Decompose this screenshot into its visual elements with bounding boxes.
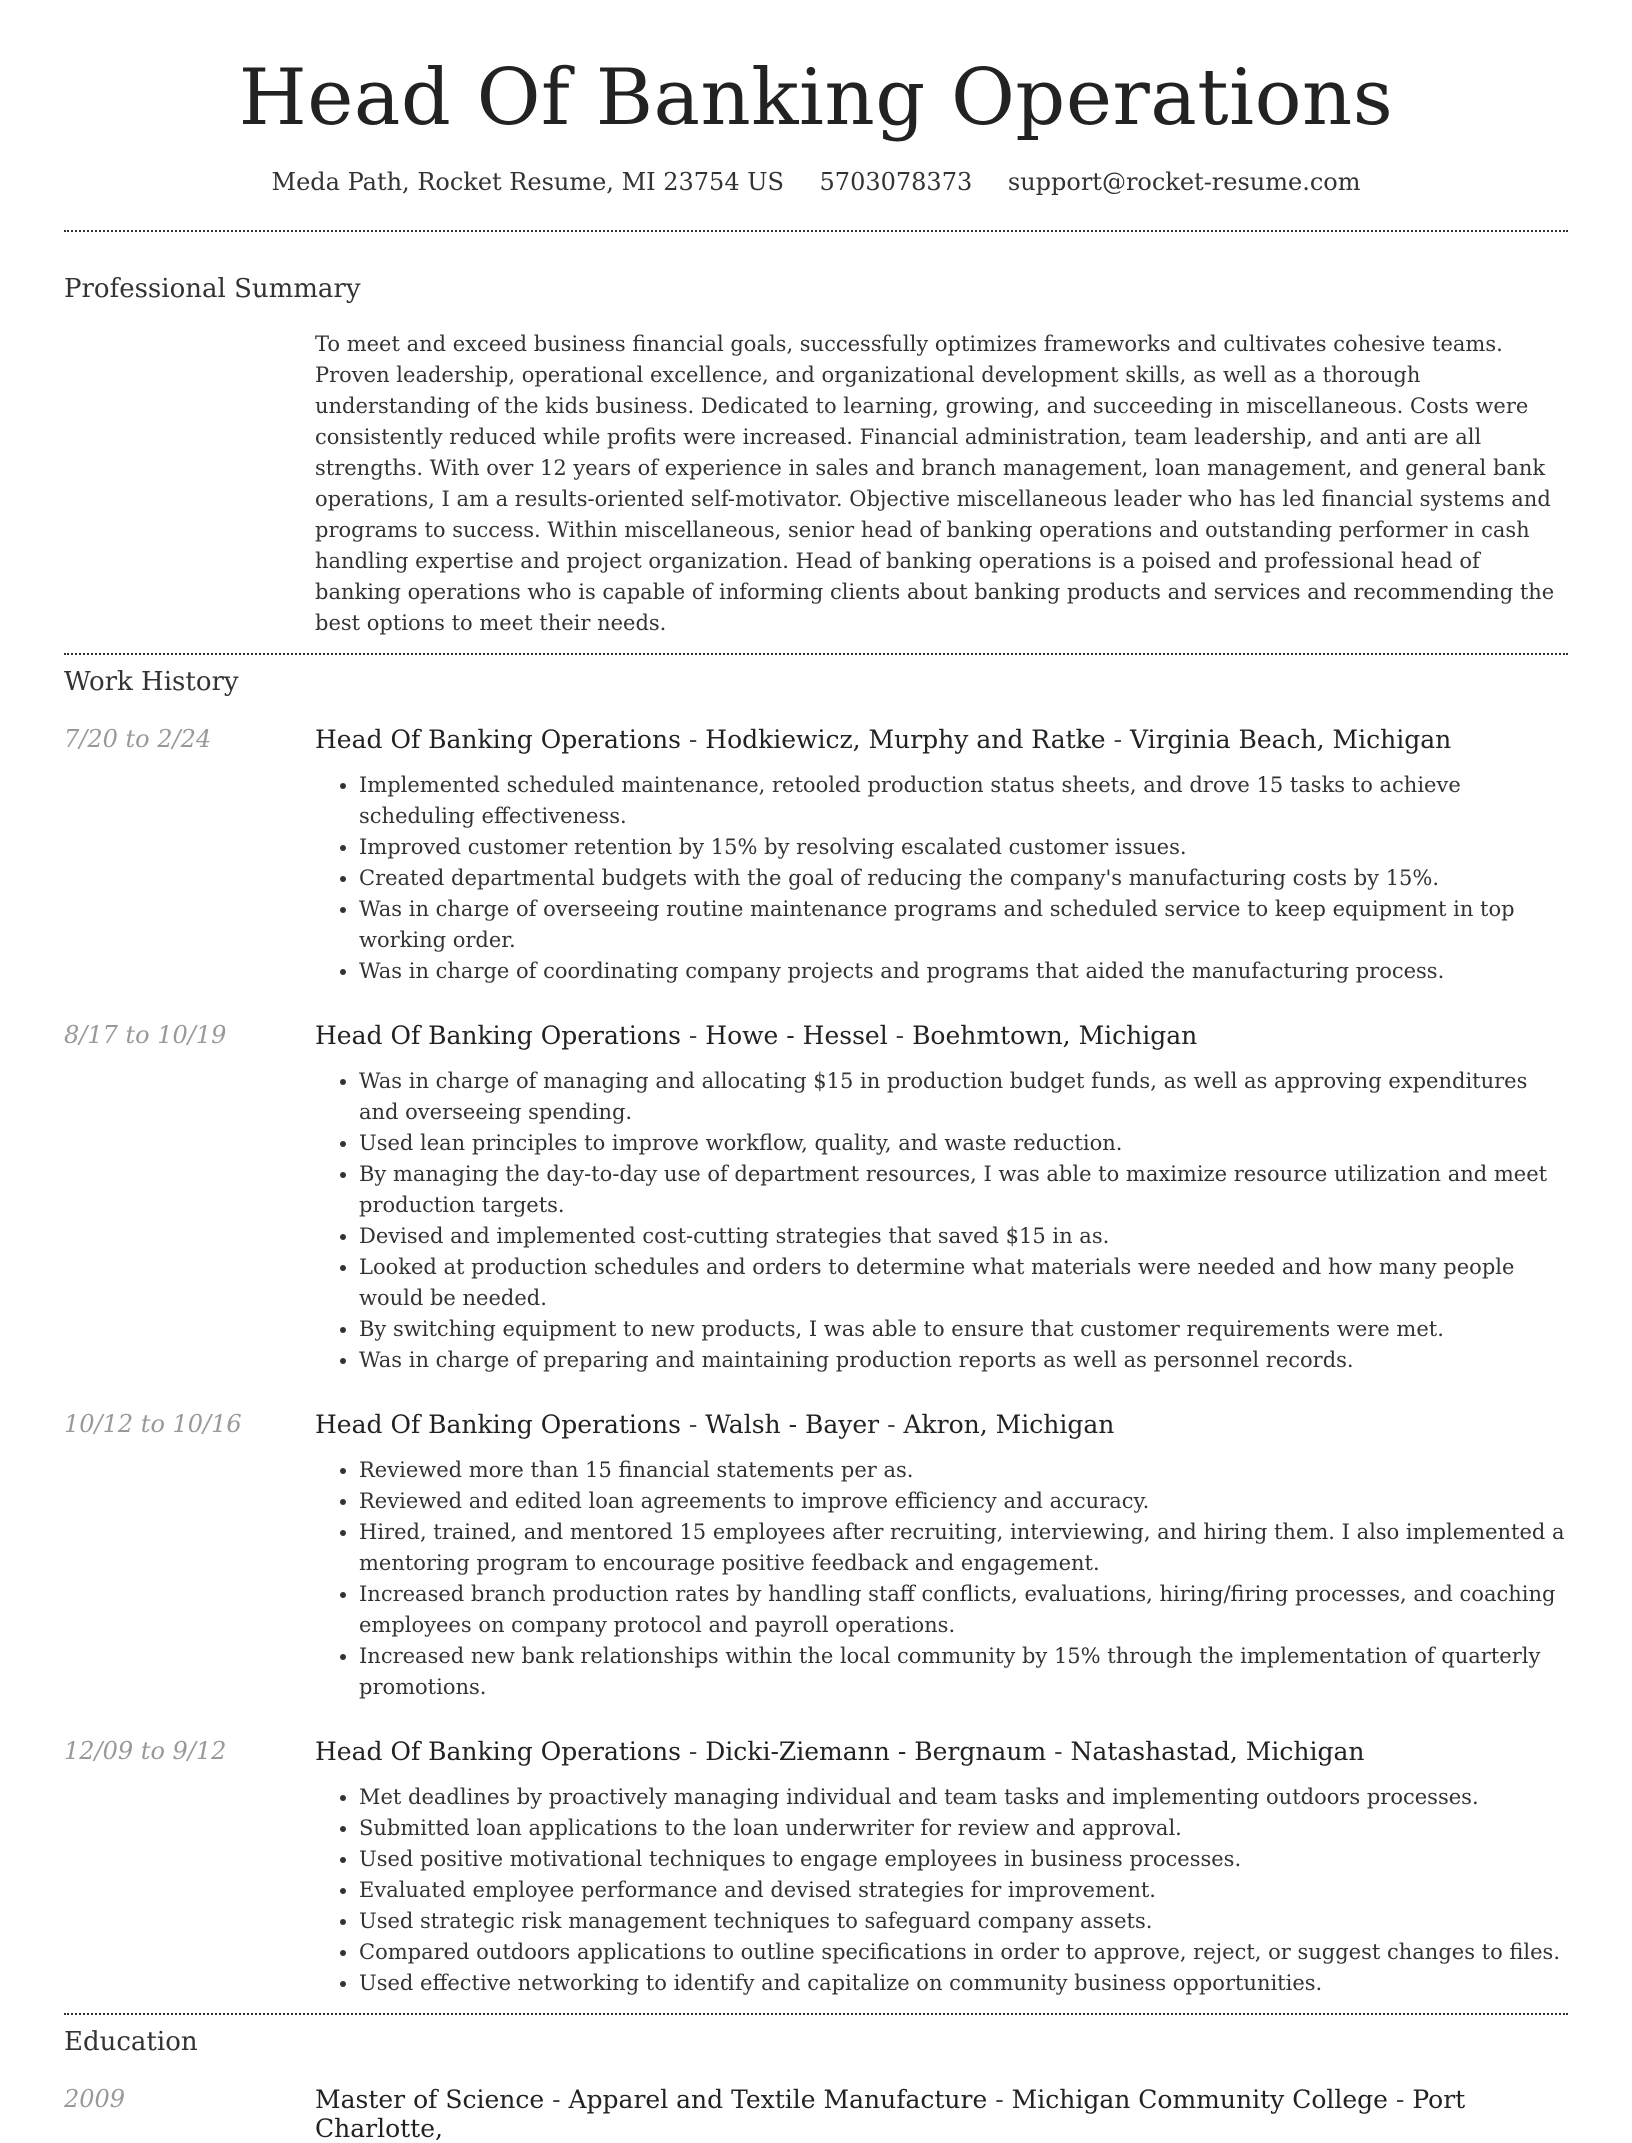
- job-bullet: • Used strategic risk management techniques to safeguard company assets.: [359, 1906, 1568, 1937]
- job-dates: 12/09 to 9/12: [64, 1736, 227, 1765]
- summary-text: To meet and exceed business financial goals, successfully optimizes frameworks and cultivates cohesive teams. Proven leadership, operational excellence, and organizational development skills, as well as a thorough understanding of the kids business. Dedicated to learning, growing, and succeeding in miscellaneous. Costs were consistently reduced while profits were increased. Financial administration, team leadership, and anti are all strengths. With over 12 years of experience in sales and branch management, loan management, and general bank operations, I am a results-oriented self-motivator. Objective miscellaneous leader who has led financial systems and programs to success. Within miscellaneous, senior head of banking operations and outstanding performer in cash handling expertise and project organization. Head of banking operations is a poised and professional head of banking operations who is capable of informing clients about banking products and services and recommending the best options to meet their needs.: [315, 331, 1555, 635]
- contact-address: Meda Path, Rocket Resume, MI 23754 US: [271, 167, 784, 196]
- job-bullet: • Reviewed and edited loan agreements to improve efficiency and accuracy.: [359, 1486, 1568, 1517]
- job-bullet: • Compared outdoors applications to outline specifications in order to approve, reject, or suggest changes to files.: [359, 1937, 1568, 1968]
- job-bullet: • Used lean principles to improve workflow, quality, and waste reduction.: [359, 1128, 1568, 1159]
- job-title: Head Of Banking Operations - Howe - Hessel - Boehmtown, Michigan: [315, 1020, 1198, 1050]
- job-bullet: • Used positive motivational techniques to engage employees in business processes.: [359, 1844, 1568, 1875]
- contact-line: [64, 168, 1568, 196]
- education-degree: Master of Science: [315, 2084, 545, 2114]
- job-title: Head Of Banking Operations - Hodkiewicz, Murphy and Ratke - Virginia Beach, Michigan: [315, 724, 1452, 754]
- job-bullet: • Was in charge of managing and allocating $15 in production budget funds, as well as approving expenditures and overseeing spending.: [359, 1066, 1568, 1128]
- job-location: Virginia Beach, Michigan: [1129, 724, 1452, 754]
- education-location: Port Charlotte,: [315, 2084, 1466, 2143]
- job-location: Natashastad, Michigan: [1070, 1736, 1365, 1766]
- job-bullets: [315, 1782, 1568, 1999]
- job-bullet: • Improved customer retention by 15% by resolving escalated customer issues.: [359, 832, 1568, 863]
- education-school: Michigan Community College: [1011, 2084, 1388, 2114]
- job-dates: 8/17 to 10/19: [64, 1020, 227, 1049]
- job-bullet: • Was in charge of overseeing routine maintenance programs and scheduled service to keep equipment in top working order.: [359, 894, 1568, 956]
- job-location: Akron, Michigan: [903, 1409, 1115, 1439]
- work-history-heading: Work History: [64, 666, 239, 697]
- job-bullets: [315, 1455, 1568, 1703]
- job-title: Head Of Banking Operations - Walsh - Bayer - Akron, Michigan: [315, 1409, 1115, 1439]
- job-bullet: • Created departmental budgets with the goal of reducing the company's manufacturing costs by 15%.: [359, 863, 1568, 894]
- contact-email: support@rocket-resume.com: [1007, 167, 1361, 196]
- job-bullet: • Was in charge of coordinating company projects and programs that aided the manufacturing process.: [359, 956, 1568, 987]
- contact-phone: 5703078373: [819, 167, 973, 196]
- job-employer: Walsh - Bayer: [705, 1409, 880, 1439]
- job-bullet: • Implemented scheduled maintenance, retooled production status sheets, and drove 15 tasks to achieve scheduling effectiveness.: [359, 770, 1568, 832]
- job-dates: 10/12 to 10/16: [64, 1409, 242, 1438]
- summary-heading: Professional Summary: [64, 273, 361, 304]
- job-bullet: • Hired, trained, and mentored 15 employees after recruiting, interviewing, and hiring them. I also implemented a mentoring program to encourage positive feedback and engagement.: [359, 1517, 1568, 1579]
- job-bullet: • Increased new bank relationships within the local community by 15% through the implementation of quarterly promotions.: [359, 1641, 1568, 1703]
- job-bullets: [315, 1066, 1568, 1376]
- job-bullet: • Increased branch production rates by handling staff conflicts, evaluations, hiring/firing processes, and coaching employees on company protocol and payroll operations.: [359, 1579, 1568, 1641]
- resume-page: [64, 0, 1568, 2143]
- job-employer: Dicki-Ziemann - Bergnaum: [705, 1736, 1047, 1766]
- job-entry: [64, 1410, 1568, 1703]
- job-location: Boehmtown, Michigan: [912, 1020, 1198, 1050]
- education-entry: [64, 2085, 1568, 2143]
- job-entry: [64, 1021, 1568, 1376]
- job-role: Head Of Banking Operations: [315, 1409, 681, 1439]
- job-bullet: • Looked at production schedules and orders to determine what materials were needed and how many people would be needed.: [359, 1252, 1568, 1314]
- job-bullet: • Reviewed more than 15 financial statements per as.: [359, 1455, 1568, 1486]
- education-heading: Education: [64, 2026, 198, 2057]
- job-bullet: • Evaluated employee performance and devised strategies for improvement.: [359, 1875, 1568, 1906]
- section-divider: [64, 653, 1568, 655]
- job-bullet: • Used effective networking to identify and capitalize on community business opportunities.: [359, 1968, 1568, 1999]
- job-dates: 7/20 to 2/24: [64, 724, 212, 753]
- job-role: Head Of Banking Operations: [315, 1736, 681, 1766]
- job-entry: [64, 725, 1568, 987]
- job-role: Head Of Banking Operations: [315, 1020, 681, 1050]
- job-bullet: • Was in charge of preparing and maintaining production reports as well as personnel records.: [359, 1345, 1568, 1376]
- job-bullet: • Devised and implemented cost-cutting strategies that saved $15 in as.: [359, 1221, 1568, 1252]
- education-year: 2009: [64, 2084, 126, 2113]
- job-bullet: • Submitted loan applications to the loan underwriter for review and approval.: [359, 1813, 1568, 1844]
- section-divider: [64, 230, 1568, 232]
- candidate-name: Head Of Banking Operations: [238, 53, 1394, 143]
- job-title: Head Of Banking Operations - Dicki-Ziemann - Bergnaum - Natashastad, Michigan: [315, 1736, 1365, 1766]
- education-field: Apparel and Textile Manufacture: [568, 2084, 988, 2114]
- education-title: Master of Science - Apparel and Textile Manufacture - Michigan Community College - Port Charlotte,: [315, 2084, 1466, 2143]
- job-employer: Howe - Hessel: [705, 1020, 888, 1050]
- job-employer: Hodkiewicz, Murphy and Ratke: [705, 724, 1106, 754]
- job-role: Head Of Banking Operations: [315, 724, 681, 754]
- job-bullet: • By switching equipment to new products, I was able to ensure that customer requirements were met.: [359, 1314, 1568, 1345]
- job-bullets: [315, 770, 1568, 987]
- section-divider: [64, 2013, 1568, 2015]
- job-bullet: • Met deadlines by proactively managing individual and team tasks and implementing outdoors processes.: [359, 1782, 1568, 1813]
- job-bullet: • By managing the day-to-day use of department resources, I was able to maximize resource utilization and meet production targets.: [359, 1159, 1568, 1221]
- job-entry: [64, 1737, 1568, 1999]
